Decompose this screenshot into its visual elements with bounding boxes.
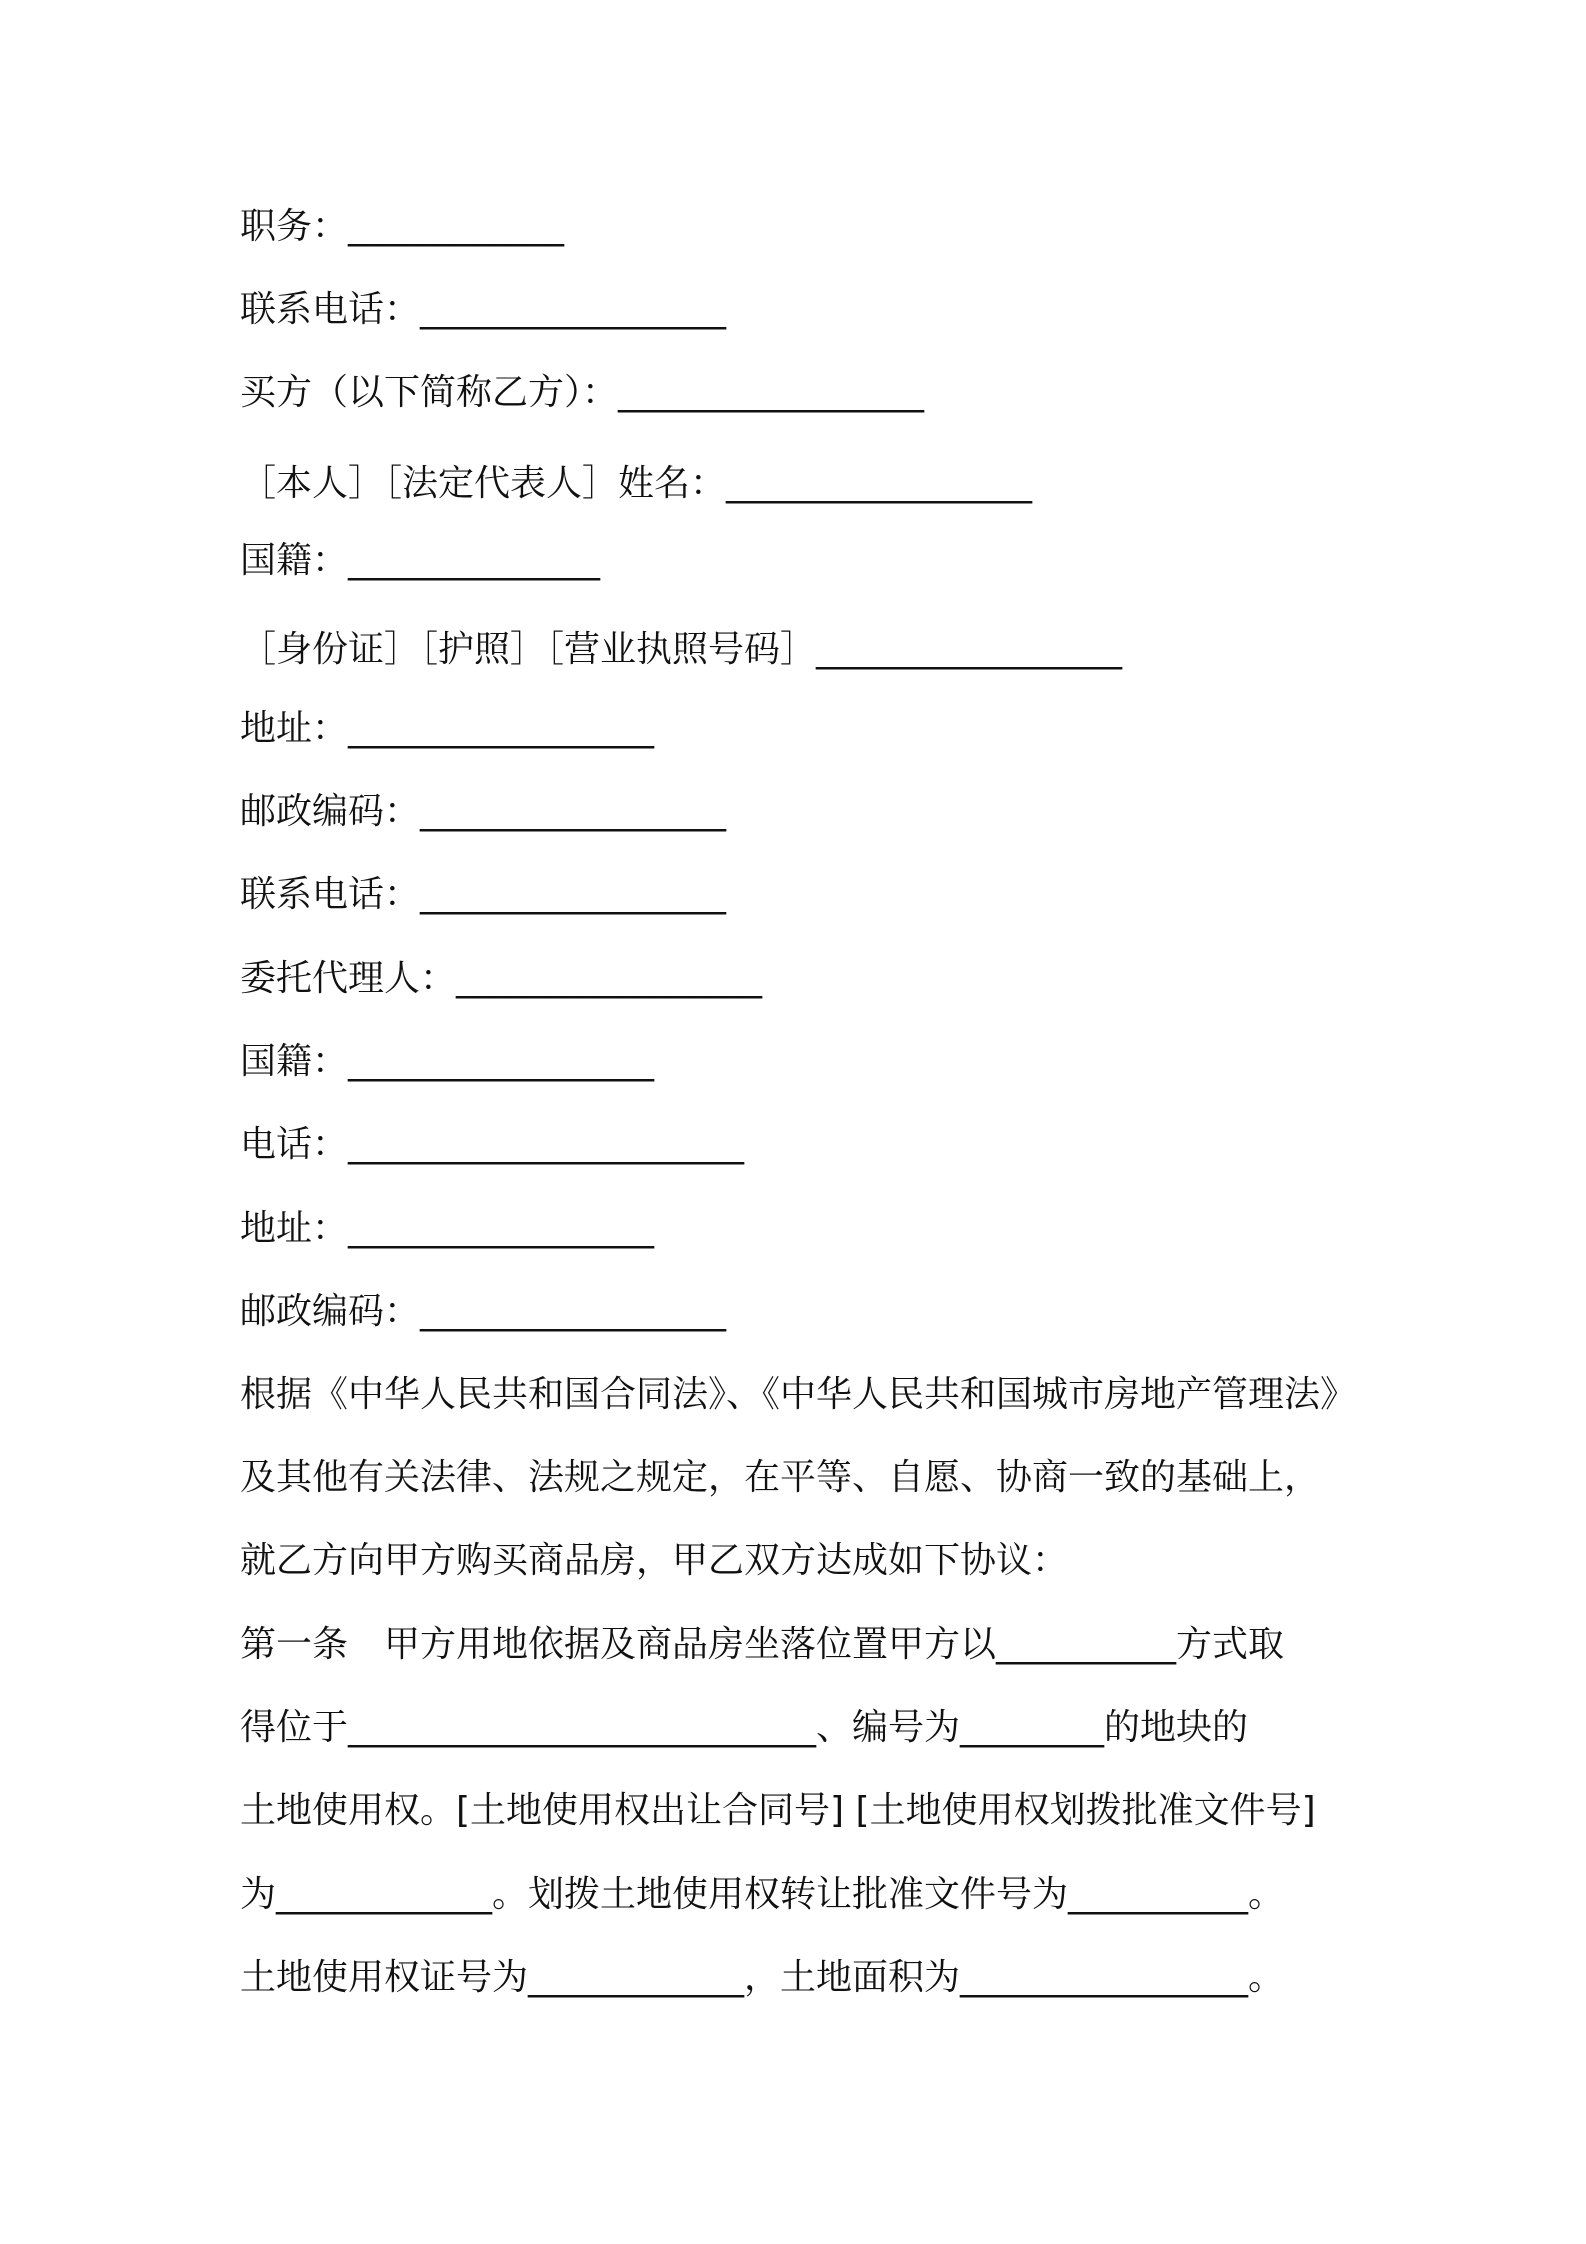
text-line-buyer-postcode: 邮政编码：_________________ — [240, 791, 727, 832]
text-line-preamble-1: 根据《中华人民共和国合同法》、《中华人民共和国城市房地产管理法》 — [240, 1374, 1357, 1415]
text-line-buyer-address: 地址：_________________ — [240, 708, 655, 749]
text-line-agent-phone: 电话：______________________ — [240, 1124, 745, 1165]
text-line-article-1-e: 土地使用权证号为____________，土地面积为________________。 — [240, 1957, 1285, 1998]
text-line-preamble-3: 就乙方向甲方购买商品房，甲乙双方达成如下协议： — [240, 1540, 1069, 1581]
text-line-buyer-nationality: 国籍：______________ — [240, 540, 601, 581]
text-line-seller-phone: 联系电话：_________________ — [240, 289, 727, 330]
text-line-seller-position: 职务：____________ — [240, 206, 565, 247]
text-line-article-1-c: 土地使用权。[土地使用权出让合同号] [土地使用权划拨批准文件号] — [240, 1790, 1316, 1831]
text-line-buyer-phone: 联系电话：_________________ — [240, 874, 727, 915]
text-line-article-1-b: 得位于__________________________、编号为________的地块的 — [240, 1707, 1249, 1748]
text-line-preamble-2: 及其他有关法律、法规之规定，在平等、自愿、协商一致的基础上， — [240, 1457, 1321, 1498]
text-line-article-1-d: 为____________。划拨土地使用权转让批准文件号为__________。 — [240, 1874, 1285, 1915]
text-line-agent-address: 地址：_________________ — [240, 1208, 655, 1249]
text-line-buyer-name: ［本人］［法定代表人］姓名：_________________ — [240, 463, 1033, 504]
text-line-agent: 委托代理人：_________________ — [240, 958, 763, 999]
text-line-article-1-a: 第一条 甲方用地依据及商品房坐落位置甲方以__________方式取 — [240, 1624, 1285, 1665]
text-line-buyer: 买方（以下简称乙方）：_________________ — [240, 372, 925, 413]
text-line-agent-postcode: 邮政编码：_________________ — [240, 1291, 727, 1332]
text-line-buyer-id: ［身份证］［护照］［营业执照号码］_________________ — [240, 629, 1123, 670]
text-line-agent-nationality: 国籍：_________________ — [240, 1041, 655, 1082]
